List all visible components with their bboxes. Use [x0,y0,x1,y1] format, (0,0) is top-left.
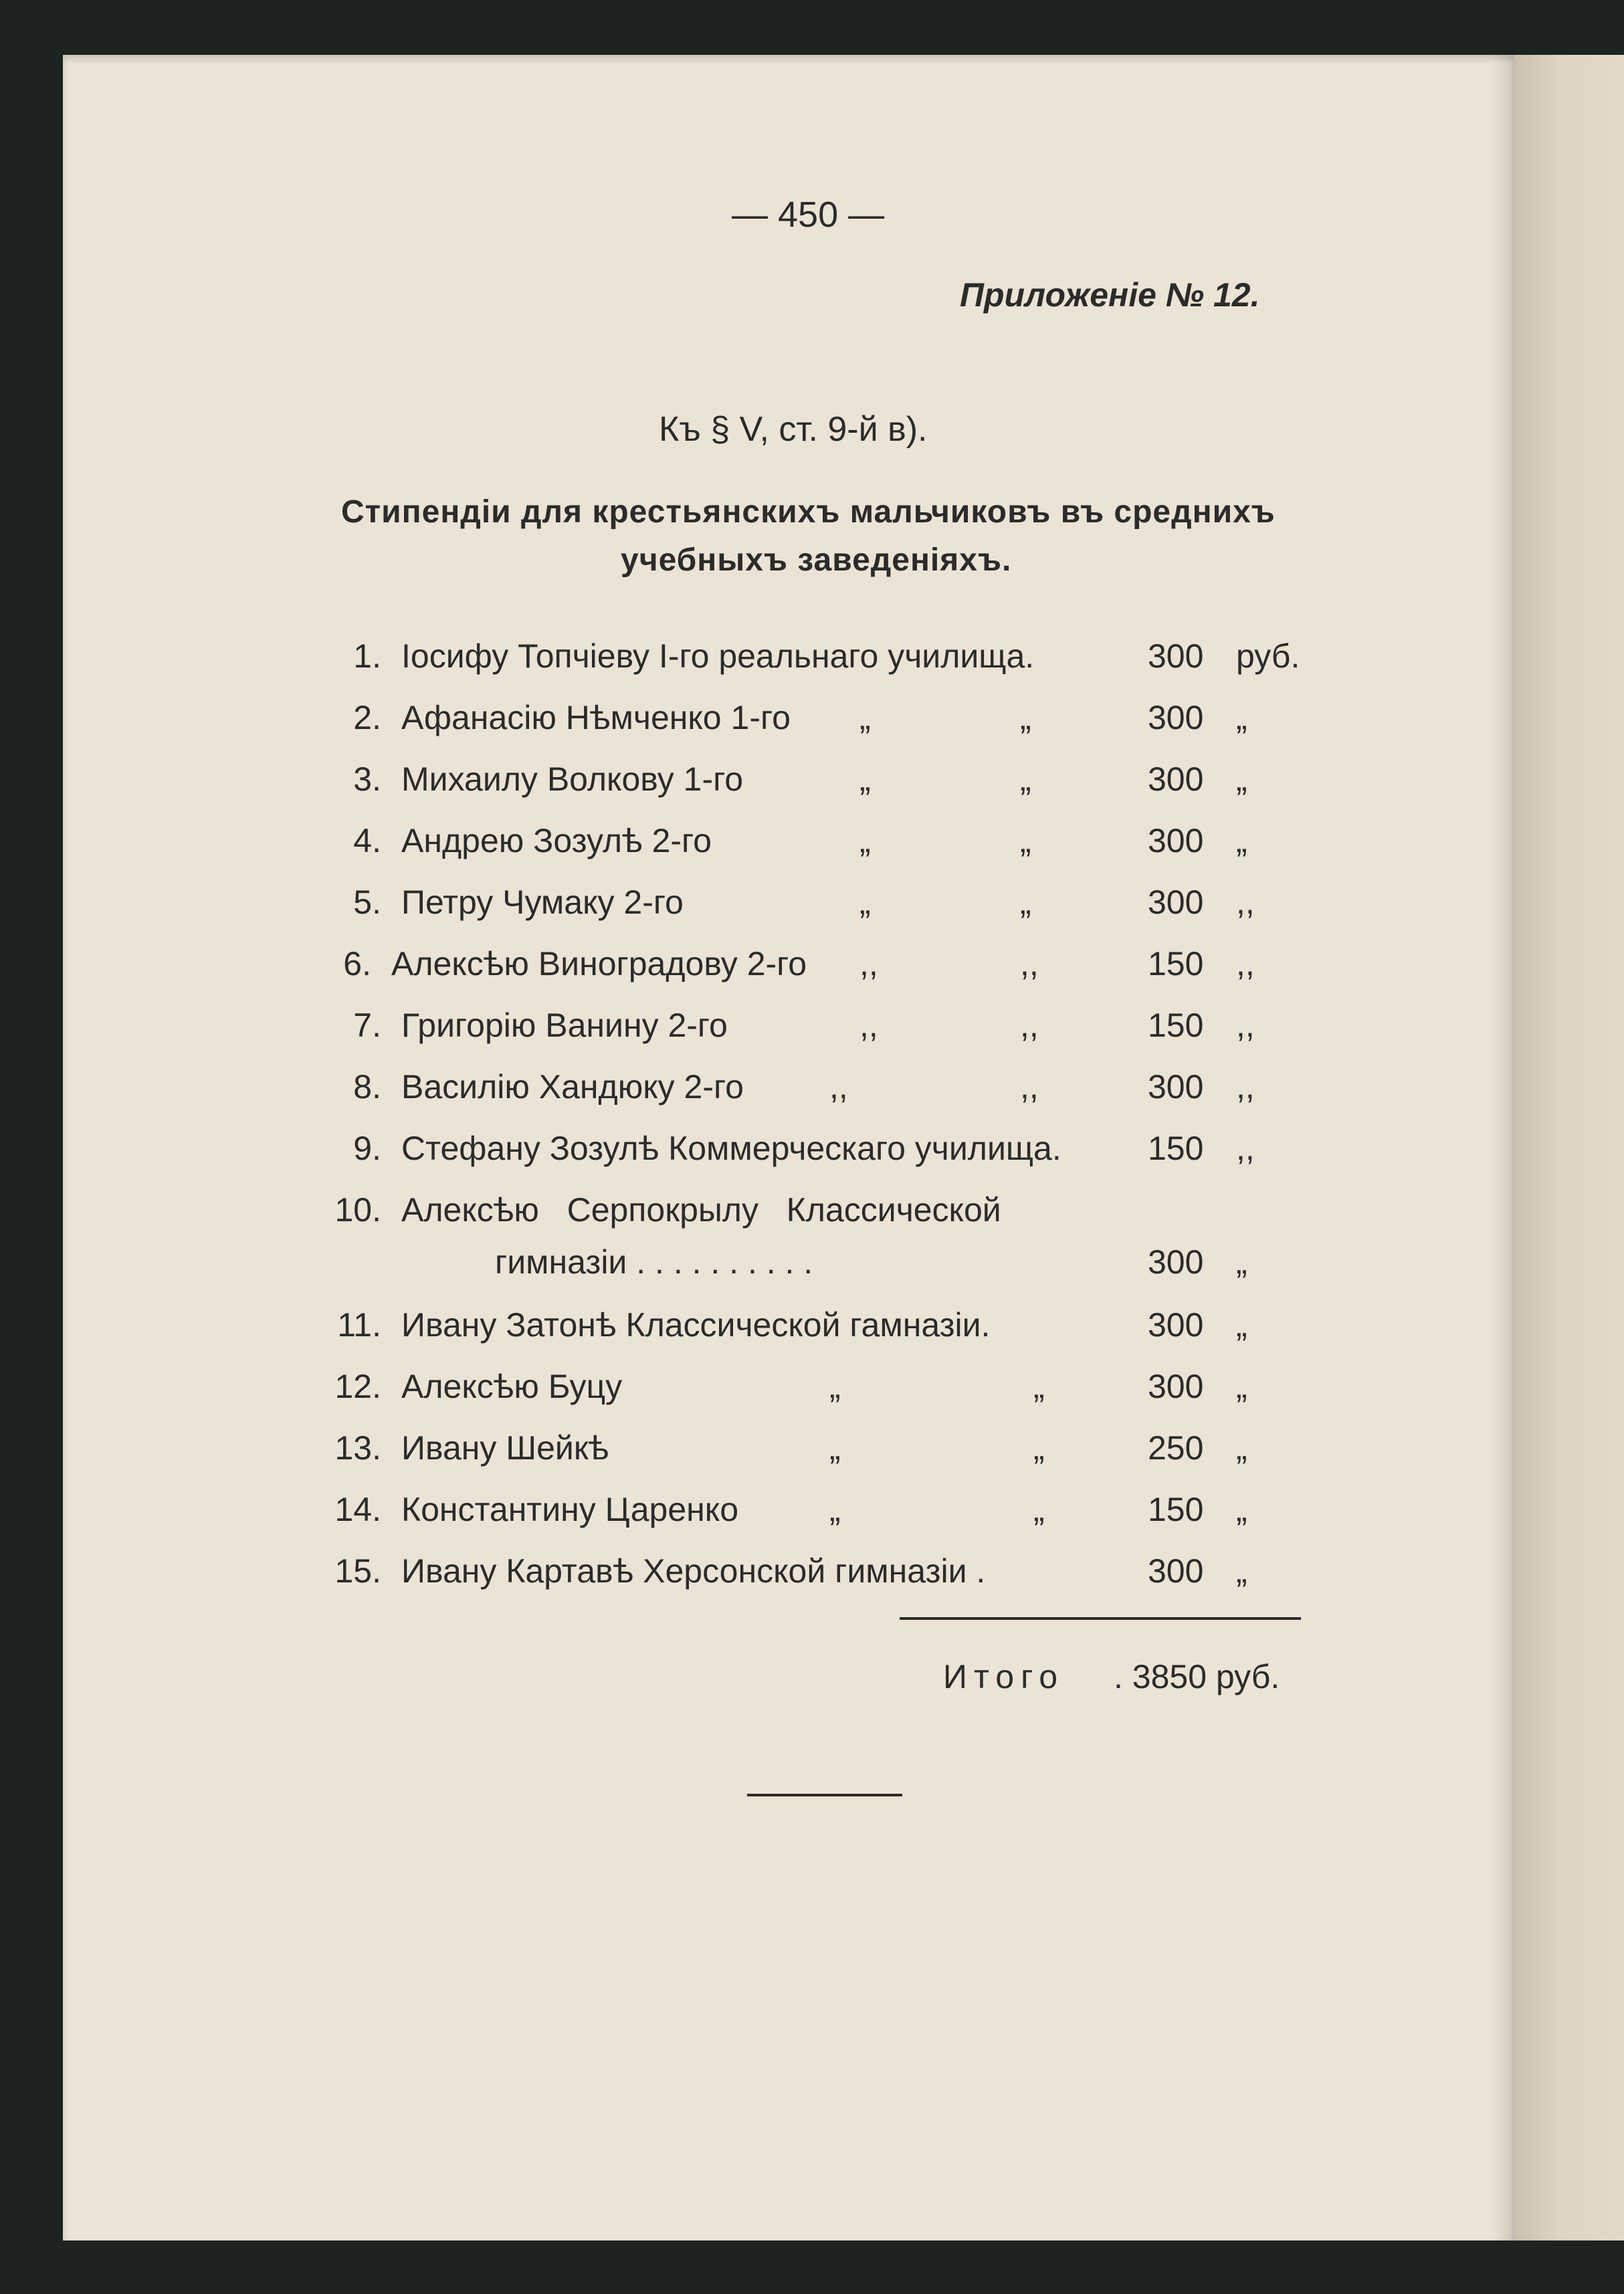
adjacent-page-edge [1514,55,1624,2240]
table-title-line-2: учебныхъ заведеніяхъ. [621,542,1012,578]
item-number: 2. [353,699,381,736]
item-amount: 300 [1148,883,1204,921]
item-name: Іосифу Топчіеву І-го реальнаго училища. [401,637,1035,675]
item-name: Василію Хандюку 2-го [401,1068,744,1106]
item-amount: 300 [1148,699,1204,736]
item-amount: 150 [1148,1130,1204,1167]
item-name: Константину Царенко [401,1491,739,1528]
item-name: Петру Чумаку 2-го [401,883,684,921]
item-name: Ивану Затонѣ Классической гамназіи. [401,1306,991,1344]
ditto-mark: „ [859,883,871,921]
item-amount: 300 [1148,1306,1204,1344]
item-name: Ивану Шейкѣ [401,1429,609,1467]
item-amount: 300 [1148,637,1204,675]
ditto-mark: „ [1020,760,1031,798]
item-unit: ,, [1236,1068,1255,1106]
item-number: 8. [353,1068,381,1106]
ditto-mark: „ [829,1368,841,1405]
item-number: 4. [353,822,381,859]
item-amount: 300 [1148,822,1204,859]
item-unit: ,, [1236,1007,1255,1044]
item-number: 6. [343,945,371,982]
item-amount: 300 [1148,1068,1204,1106]
ditto-mark: „ [859,760,871,798]
ditto-mark: „ [1033,1491,1045,1528]
item-name: гимназіи . . . . . . . . . . [495,1243,813,1281]
item-name: Михаилу Волкову 1-го [401,760,744,798]
item-number: 5. [353,883,381,921]
item-number: 10. [334,1191,381,1229]
item-amount: 300 [1148,760,1204,798]
item-amount: 150 [1148,945,1204,982]
item-unit: „ [1236,1491,1247,1528]
table-title-line-1: Стипендіи для крестьянскихъ мальчиковъ въ среднихъ [341,494,1276,530]
item-number: 7. [353,1007,381,1044]
item-unit: ,, [1236,945,1255,982]
item-amount: 150 [1148,1491,1204,1528]
item-name: Афанасію Нѣмченко 1-го [401,699,791,736]
total-label: Итого [943,1658,1065,1695]
item-name: Андрею Зозулѣ 2-го [401,822,712,859]
item-name: Алексѣю Виноградову 2-го [391,945,807,982]
item-unit: „ [1236,760,1247,798]
item-name: Алексѣю Серпокрылу Классической [401,1191,1001,1229]
ditto-mark: ,, [829,1068,848,1106]
item-number: 14. [334,1491,381,1528]
item-number: 12. [334,1368,381,1405]
item-name: Стефану Зозулѣ Коммерческаго училища. [401,1130,1061,1167]
item-name: Ивану Картавѣ Херсонской гимназіи . [401,1552,986,1590]
item-unit: „ [1236,1552,1247,1590]
item-number: 3. [353,760,381,798]
ditto-mark: „ [859,822,871,859]
item-number: 13. [334,1429,381,1467]
item-number: 1. [353,637,381,675]
item-number: 15. [334,1552,381,1590]
item-unit: „ [1236,1306,1247,1344]
item-amount: 250 [1148,1429,1204,1467]
ditto-mark: ,, [859,1007,878,1044]
item-name: Григорію Ванину 2-го [401,1007,728,1044]
item-unit: „ [1236,822,1247,859]
ditto-mark: „ [1033,1368,1045,1405]
item-unit: ,, [1236,883,1255,921]
ditto-mark: ,, [1020,945,1039,982]
item-amount: 300 [1148,1552,1204,1590]
ditto-mark: „ [1020,822,1031,859]
item-amount: 300 [1148,1368,1204,1405]
appendix-label: Приложеніе № 12. [960,276,1260,314]
item-unit: ,, [1236,1130,1255,1167]
item-name: Алексѣю Буцу [401,1368,623,1405]
end-rule [747,1794,902,1796]
item-unit: „ [1236,1243,1247,1281]
page-number: — 450 — [732,195,885,235]
item-unit: „ [1236,1429,1247,1467]
total-rule [900,1617,1301,1620]
item-number: 11. [337,1306,381,1344]
total-value: . 3850 руб. [1114,1658,1280,1695]
ditto-mark: ,, [859,945,878,982]
ditto-mark: „ [1033,1429,1045,1467]
item-unit: „ [1236,699,1247,736]
ditto-mark: ,, [1020,1007,1039,1044]
item-amount: 150 [1148,1007,1204,1044]
ditto-mark: „ [829,1491,841,1528]
section-reference: Къ § V, ст. 9-й в). [659,410,928,449]
ditto-mark: „ [1020,883,1031,921]
item-amount: 300 [1148,1243,1204,1281]
ditto-mark: „ [1020,699,1031,736]
ditto-mark: „ [859,699,871,736]
item-number: 9. [353,1130,381,1167]
ditto-mark: ,, [1020,1068,1039,1106]
item-unit: руб. [1236,637,1300,675]
item-unit: „ [1236,1368,1247,1405]
ditto-mark: „ [829,1429,841,1467]
